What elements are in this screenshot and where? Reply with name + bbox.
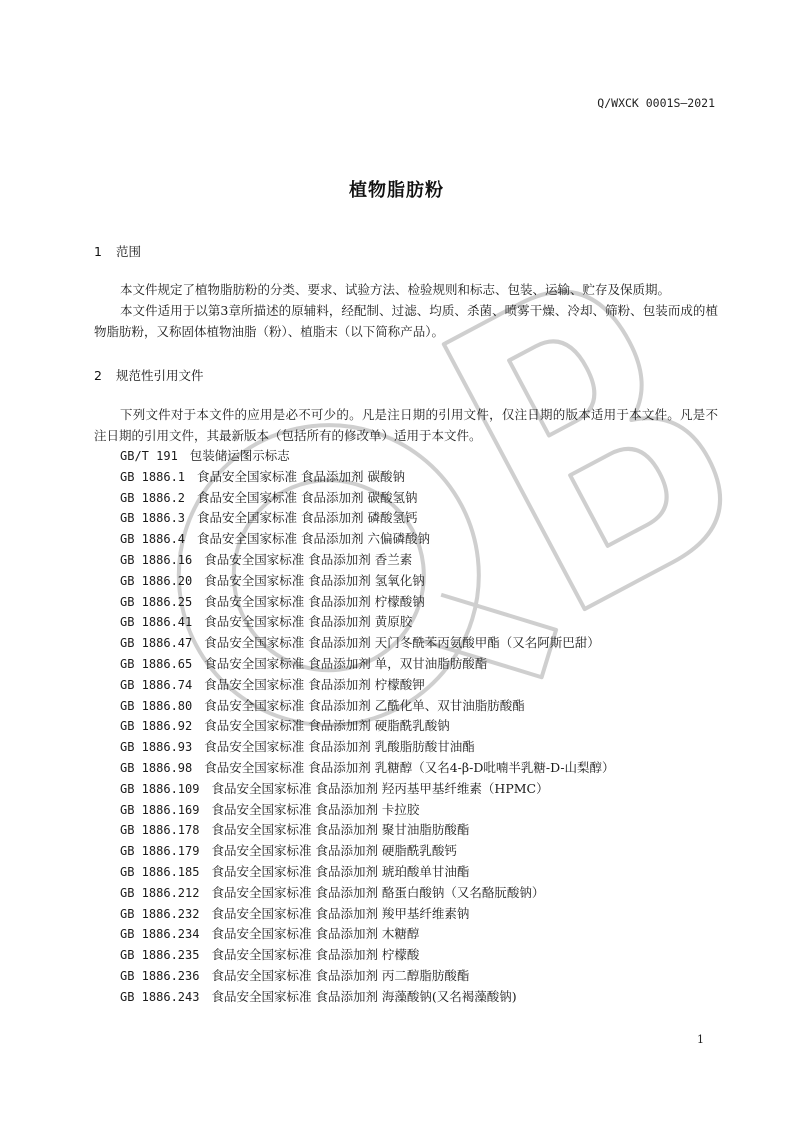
reference-item xyxy=(120,633,720,654)
reference-code: GB 1886.16 xyxy=(120,552,193,567)
reference-item xyxy=(120,488,720,509)
reference-item xyxy=(120,841,720,862)
reference-code: GB 1886.235 xyxy=(120,948,200,963)
reference-item xyxy=(120,550,720,571)
reference-item xyxy=(120,446,720,467)
reference-code: GB/T 191 xyxy=(120,449,178,463)
page-number: 1 xyxy=(697,1033,704,1046)
reference-title: 食品安全国家标准 食品添加剂 氢氧化钠 xyxy=(204,572,425,588)
reference-code: GB 1886.93 xyxy=(120,740,193,755)
reference-code: GB 1886.74 xyxy=(120,677,193,692)
reference-item xyxy=(120,820,720,841)
reference-code: GB 1886.185 xyxy=(120,864,200,879)
reference-code: GB 1886.234 xyxy=(120,927,200,942)
section-1-title: 范围 xyxy=(116,244,142,259)
reference-item xyxy=(120,862,720,883)
reference-title: 食品安全国家标准 食品添加剂 柠檬酸 xyxy=(211,947,420,963)
reference-code: GB 1886.98 xyxy=(120,760,193,775)
reference-item xyxy=(120,654,720,675)
reference-title: 食品安全国家标准 食品添加剂 乳糖醇（又名4-β-D吡喃半乳糖-D-山梨醇） xyxy=(204,759,615,775)
reference-item xyxy=(120,883,720,904)
reference-title: 食品安全国家标准 食品添加剂 天门冬酰苯丙氨酸甲酯（又名阿斯巴甜） xyxy=(204,635,600,651)
reference-code: GB 1886.92 xyxy=(120,719,193,734)
reference-item xyxy=(120,467,720,488)
reference-item xyxy=(120,571,720,592)
section-2-intro: 下列文件对于本文件的应用是必不可少的。凡是注日期的引用文件，仅注日期的版本适用于本文件。凡是不注日期的引用文件，其最新版本（包括所有的修改单）适用于本文件。 xyxy=(94,407,718,443)
reference-title: 食品安全国家标准 食品添加剂 丙二醇脂肪酸酯 xyxy=(211,967,470,983)
document-title: 植物脂肪粉 xyxy=(349,180,444,201)
reference-code: GB 1886.243 xyxy=(120,989,200,1004)
reference-title: 食品安全国家标准 食品添加剂 酪蛋白酸钠（又名酪朊酸钠） xyxy=(211,884,545,900)
section-1-heading xyxy=(94,242,141,260)
reference-code: GB 1886.236 xyxy=(120,968,200,983)
document-code: Q/WXCK 0001S—2021 xyxy=(597,96,715,110)
reference-item xyxy=(120,945,720,966)
reference-title: 食品安全国家标准 食品添加剂 乙酰化单、双甘油脂肪酸酯 xyxy=(204,697,525,713)
reference-item xyxy=(120,529,720,550)
reference-code: GB 1886.179 xyxy=(120,844,200,859)
reference-code: GB 1886.109 xyxy=(120,781,200,796)
reference-title: 食品安全国家标准 食品添加剂 木糖醇 xyxy=(211,926,420,942)
reference-title: 食品安全国家标准 食品添加剂 羧甲基纤维素钠 xyxy=(211,905,470,921)
reference-item xyxy=(120,966,720,987)
reference-title: 食品安全国家标准 食品添加剂 卡拉胶 xyxy=(211,801,420,817)
section-2-heading xyxy=(94,366,204,384)
reference-title: 食品安全国家标准 食品添加剂 单，双甘油脂肪酸酯 xyxy=(204,655,488,671)
section-1-paragraph-2: 本文件适用于以第3章所描述的原辅料，经配制、过滤、均质、杀菌、喷雾干燥、冷却、筛粉、包装而成的植物脂肪粉，又称固体植物油脂（粉）、植脂末（以下简称产品）。 xyxy=(94,303,718,339)
reference-title: 食品安全国家标准 食品添加剂 海藻酸钠(又名褐藻酸钠) xyxy=(211,988,517,1004)
reference-code: GB 1886.232 xyxy=(120,906,200,921)
reference-item xyxy=(120,924,720,945)
reference-code: GB 1886.47 xyxy=(120,636,193,651)
reference-item xyxy=(120,592,720,613)
section-2-number: 2 xyxy=(94,368,102,383)
reference-title: 食品安全国家标准 食品添加剂 磷酸氢钙 xyxy=(197,510,418,526)
reference-code: GB 1886.20 xyxy=(120,573,193,588)
reference-item xyxy=(120,987,720,1008)
reference-code: GB 1886.80 xyxy=(120,698,193,713)
reference-code: GB 1886.41 xyxy=(120,615,193,630)
reference-title: 食品安全国家标准 食品添加剂 碳酸钠 xyxy=(197,468,405,484)
reference-title: 食品安全国家标准 食品添加剂 硬脂酰乳酸钠 xyxy=(204,718,450,734)
reference-code: GB 1886.1 xyxy=(120,469,186,484)
reference-code: GB 1886.4 xyxy=(120,532,186,547)
section-1-paragraph-1: 本文件规定了植物脂肪粉的分类、要求、试验方法、检验规则和标志、包装、运输、贮存及保质期。 xyxy=(120,282,671,297)
reference-item xyxy=(120,904,720,925)
reference-code: GB 1886.25 xyxy=(120,594,193,609)
reference-title: 包装储运图示标志 xyxy=(189,448,290,463)
reference-code: GB 1886.169 xyxy=(120,802,200,817)
reference-code: GB 1886.65 xyxy=(120,656,193,671)
reference-code: GB 1886.178 xyxy=(120,823,200,838)
reference-code: GB 1886.2 xyxy=(120,490,186,505)
reference-item xyxy=(120,716,720,737)
reference-title: 食品安全国家标准 食品添加剂 六偏磷酸钠 xyxy=(197,531,430,547)
reference-title: 食品安全国家标准 食品添加剂 黄原胶 xyxy=(204,614,413,630)
reference-title: 食品安全国家标准 食品添加剂 柠檬酸钾 xyxy=(204,676,425,692)
reference-code: GB 1886.3 xyxy=(120,511,186,526)
reference-item xyxy=(120,508,720,529)
reference-title: 食品安全国家标准 食品添加剂 琥珀酸单甘油酯 xyxy=(211,863,470,879)
reference-title: 食品安全国家标准 食品添加剂 乳酸脂肪酸甘油酯 xyxy=(204,739,475,755)
section-2-title: 规范性引用文件 xyxy=(116,368,204,383)
reference-item xyxy=(120,758,720,779)
reference-item xyxy=(120,737,720,758)
section-1-number: 1 xyxy=(94,244,102,259)
reference-item xyxy=(120,800,720,821)
reference-item xyxy=(120,675,720,696)
reference-title: 食品安全国家标准 食品添加剂 柠檬酸钠 xyxy=(204,593,425,609)
reference-title: 食品安全国家标准 食品添加剂 硬脂酰乳酸钙 xyxy=(211,843,457,859)
reference-item xyxy=(120,612,720,633)
reference-title: 食品安全国家标准 食品添加剂 香兰素 xyxy=(204,551,413,567)
normative-references-list xyxy=(120,446,720,1008)
reference-code: GB 1886.212 xyxy=(120,885,200,900)
reference-title: 食品安全国家标准 食品添加剂 碳酸氢钠 xyxy=(197,489,418,505)
reference-title: 食品安全国家标准 食品添加剂 羟丙基甲基纤维素（HPMC） xyxy=(211,780,549,796)
reference-title: 食品安全国家标准 食品添加剂 聚甘油脂肪酸酯 xyxy=(211,822,470,838)
reference-item xyxy=(120,779,720,800)
reference-item xyxy=(120,696,720,717)
